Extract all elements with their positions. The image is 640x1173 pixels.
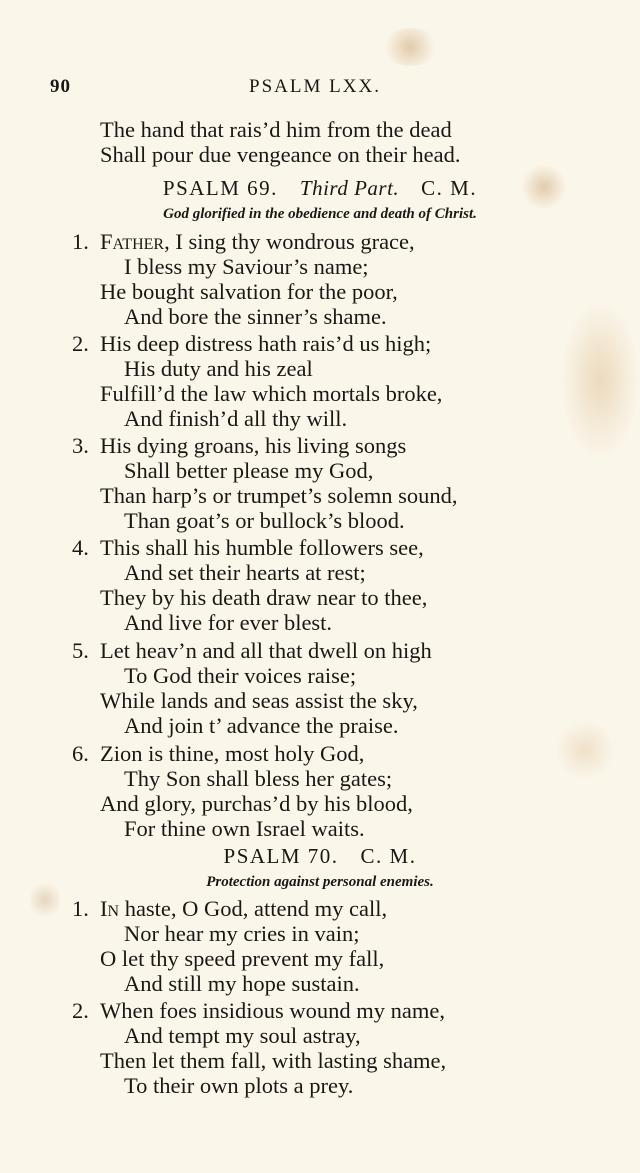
verse-line: O let thy speed prevent my fall, <box>100 946 385 971</box>
verse-number: 2. <box>72 331 89 356</box>
verse-number: 6. <box>72 741 89 766</box>
verse-line: And live for ever blest. <box>124 610 333 635</box>
verse-number: 5. <box>72 638 89 663</box>
verse-line: Thy Son shall bless her gates; <box>124 766 393 791</box>
verse-line: Shall better please my God, <box>124 458 374 483</box>
verse-line: 2. When foes insidious wound my name, <box>72 998 445 1023</box>
verse-line: 5. Let heav’n and all that dwell on high <box>72 638 432 663</box>
verse-line: For thine own Israel waits. <box>124 816 365 841</box>
verse-line: To God their voices raise; <box>124 663 357 688</box>
verse-line: And glory, purchas’d by his blood, <box>100 791 413 816</box>
verse-line: And still my hope sustain. <box>124 971 360 996</box>
verse-number: 3. <box>72 433 89 458</box>
verse-lead-word: In <box>100 896 120 921</box>
verse-number: 2. <box>72 998 89 1023</box>
verse-line: And set their hearts at rest; <box>124 560 366 585</box>
verse-lead-word: Father, <box>100 229 170 254</box>
foxing-stain <box>380 28 440 66</box>
verse-line: I bless my Saviour’s name; <box>124 254 369 279</box>
verse-line: While lands and seas assist the sky, <box>100 688 418 713</box>
page-number: 90 <box>50 76 71 97</box>
verse-line: And join t’ advance the praise. <box>124 713 399 738</box>
verse-line: Than goat’s or bullock’s blood. <box>124 508 405 533</box>
psalm-69-title: PSALM 69. Third Part. C. M. <box>162 176 478 200</box>
verse-number: 1. <box>72 229 89 254</box>
verse-line: 1. In haste, O God, attend my call, <box>72 896 388 921</box>
verse-number: 4. <box>72 535 89 560</box>
verse-line: He bought salvation for the poor, <box>100 279 398 304</box>
verse-line: To their own plots a prey. <box>124 1073 354 1098</box>
verse-line: 3. His dying groans, his living songs <box>72 433 407 458</box>
verse-line: 2. His deep distress hath rais’d us high; <box>72 331 432 356</box>
verse-line: Shall pour due vengeance on their head. <box>100 142 461 167</box>
verse-line: They by his death draw near to thee, <box>100 585 428 610</box>
verse-line: 4. This shall his humble followers see, <box>72 535 424 560</box>
verse-line: And finish’d all thy will. <box>124 406 348 431</box>
verse-line: Than harp’s or trumpet’s solemn sound, <box>100 483 458 508</box>
psalm-70-subtitle: Protection against personal enemies. <box>206 874 434 890</box>
verse-line: Fulfill’d the law which mortals broke, <box>100 381 443 406</box>
verse-number: 1. <box>72 896 89 921</box>
verse-line: 6. Zion is thine, most holy God, <box>72 741 365 766</box>
verse-line: And bore the sinner’s shame. <box>124 304 387 329</box>
verse-line: The hand that rais’d him from the dead <box>100 117 452 142</box>
verse-line: Nor hear my cries in vain; <box>124 921 360 946</box>
verse-line: 1. Father, I sing thy wondrous grace, <box>72 229 415 254</box>
running-title: PSALM LXX. <box>249 76 381 97</box>
psalm-69-subtitle: God glorified in the obedience and death of Christ. <box>163 206 477 222</box>
verse-line: His duty and his zeal <box>124 356 313 381</box>
page-header <box>0 76 640 102</box>
verse-line: And tempt my soul astray, <box>124 1023 361 1048</box>
verse-line: Then let them fall, with lasting shame, <box>100 1048 447 1073</box>
psalm-70-title: PSALM 70. C. M. <box>223 844 417 868</box>
